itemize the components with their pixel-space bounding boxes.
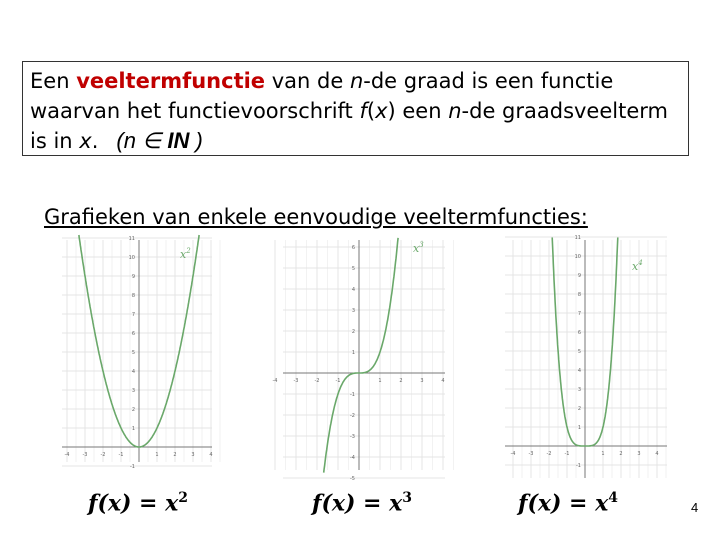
formula-x-squared bbox=[88, 490, 188, 516]
y-tick-label: 2 bbox=[577, 406, 581, 412]
x-tick-label: 1 bbox=[378, 378, 382, 384]
x-tick-label: -4 bbox=[64, 452, 70, 458]
y-tick-label: -3 bbox=[350, 434, 355, 440]
definition-text: ) een bbox=[387, 99, 449, 123]
x-tick-label: 3 bbox=[637, 451, 641, 457]
variable-x: x bbox=[375, 99, 388, 123]
y-tick-label: 11 bbox=[574, 235, 581, 241]
page-number: 4 bbox=[691, 500, 699, 515]
x-tick-label: -2 bbox=[314, 378, 320, 384]
y-tick-label: 2 bbox=[131, 407, 135, 413]
x-tick-label: 2 bbox=[399, 378, 403, 384]
curve-label: $x^3$ bbox=[413, 241, 424, 255]
y-tick-label: 1 bbox=[131, 426, 135, 432]
curve-label-exponent: 2 bbox=[186, 247, 191, 255]
y-tick-label: 1 bbox=[577, 425, 581, 431]
variable-n: n bbox=[349, 69, 364, 93]
y-tick-label: 6 bbox=[351, 245, 355, 251]
x-tick-label: 4 bbox=[209, 452, 213, 458]
y-tick-label: -4 bbox=[350, 455, 355, 461]
x-tick-label: -1 bbox=[335, 378, 341, 384]
y-tick-label: 6 bbox=[577, 330, 581, 336]
formula-lhs: f(x) = x bbox=[518, 490, 609, 517]
function-f: f bbox=[359, 99, 367, 123]
curve-label: $x^4$ bbox=[632, 259, 643, 273]
y-tick-label: 9 bbox=[577, 273, 581, 279]
x-tick-label: -2 bbox=[546, 451, 552, 457]
y-tick-label: -5 bbox=[350, 476, 355, 482]
y-tick-label: 5 bbox=[577, 349, 581, 355]
set-notation bbox=[116, 128, 202, 153]
x-tick-label: -3 bbox=[528, 451, 534, 457]
formula-x-fourth bbox=[518, 490, 618, 516]
graphs-subtitle: Grafieken van enkele eenvoudige veeltermfuncties: bbox=[44, 205, 588, 229]
function-curve bbox=[324, 238, 398, 473]
formula-lhs: f(x) = x bbox=[312, 490, 403, 517]
definition-text: . bbox=[91, 129, 99, 153]
y-tick-label: 5 bbox=[131, 350, 135, 356]
graph-svg bbox=[62, 236, 213, 470]
formula-exponent: 4 bbox=[608, 490, 619, 506]
y-tick-label: -1 bbox=[130, 464, 135, 470]
y-tick-label: 7 bbox=[131, 312, 135, 318]
y-tick-label: 10 bbox=[574, 254, 581, 260]
x-tick-label: 1 bbox=[155, 452, 159, 458]
x-tick-label: -3 bbox=[293, 378, 299, 384]
y-tick-label: 4 bbox=[131, 369, 135, 375]
graph-x-squared bbox=[62, 236, 213, 470]
y-tick-label: 4 bbox=[351, 287, 355, 293]
x-tick-label: -1 bbox=[118, 452, 124, 458]
y-tick-label: 11 bbox=[128, 236, 135, 242]
formula-x-cubed bbox=[312, 490, 412, 516]
x-tick-label: -4 bbox=[272, 378, 278, 384]
formula-exponent: 3 bbox=[402, 490, 413, 506]
y-tick-label: -1 bbox=[576, 463, 581, 469]
x-tick-label: 1 bbox=[601, 451, 605, 457]
y-tick-label: 3 bbox=[131, 388, 135, 394]
y-tick-label: 9 bbox=[131, 274, 135, 280]
keyword-veeltermfunctie: veeltermfunctie bbox=[76, 69, 266, 93]
y-tick-label: -1 bbox=[350, 392, 355, 398]
graph-x-fourth bbox=[505, 235, 667, 478]
y-tick-label: 1 bbox=[351, 350, 355, 356]
x-tick-label: 3 bbox=[420, 378, 424, 384]
y-tick-label: 3 bbox=[351, 308, 355, 314]
x-tick-label: 2 bbox=[173, 452, 177, 458]
x-tick-label: -2 bbox=[100, 452, 106, 458]
y-tick-label: 7 bbox=[577, 311, 581, 317]
graph-svg bbox=[505, 235, 667, 478]
graph-svg bbox=[272, 240, 445, 482]
variable-x: x bbox=[79, 129, 92, 153]
definition-text: van de bbox=[265, 69, 350, 93]
x-tick-label: 4 bbox=[441, 378, 445, 384]
y-tick-label: -2 bbox=[350, 413, 355, 419]
y-tick-label: 3 bbox=[577, 387, 581, 393]
y-tick-label: 2 bbox=[351, 329, 355, 335]
x-tick-label: 4 bbox=[655, 451, 659, 457]
x-tick-label: 3 bbox=[191, 452, 195, 458]
x-tick-label: -1 bbox=[564, 451, 570, 457]
x-tick-label: 2 bbox=[619, 451, 623, 457]
curve-label: $x^2$ bbox=[180, 247, 191, 261]
x-tick-label: -3 bbox=[82, 452, 88, 458]
definition-box bbox=[22, 61, 689, 156]
variable-n: n bbox=[448, 99, 462, 123]
set-open: (n ∈ bbox=[116, 128, 168, 153]
y-tick-label: 10 bbox=[128, 255, 135, 261]
y-tick-label: 4 bbox=[577, 368, 581, 374]
curve-label-exponent: 3 bbox=[419, 241, 424, 249]
natural-numbers-symbol: IN bbox=[167, 128, 190, 153]
x-tick-label: -4 bbox=[510, 451, 516, 457]
definition-text: -de graad is een functie waarvan het functievoorschrift bbox=[30, 69, 614, 123]
definition-text: -de graadsveelterm is in bbox=[30, 99, 668, 153]
definition-text: Een bbox=[30, 69, 77, 93]
graph-x-cubed bbox=[272, 240, 445, 482]
formula-exponent: 2 bbox=[178, 490, 189, 506]
y-tick-label: 8 bbox=[131, 293, 135, 299]
set-close: ) bbox=[189, 128, 203, 153]
y-tick-label: 5 bbox=[351, 266, 355, 272]
formula-lhs: f(x) = x bbox=[88, 490, 179, 517]
y-tick-label: 6 bbox=[131, 331, 135, 337]
definition-text: ( bbox=[366, 99, 376, 123]
y-tick-label: 8 bbox=[577, 292, 581, 298]
curve-label-exponent: 4 bbox=[638, 259, 643, 267]
